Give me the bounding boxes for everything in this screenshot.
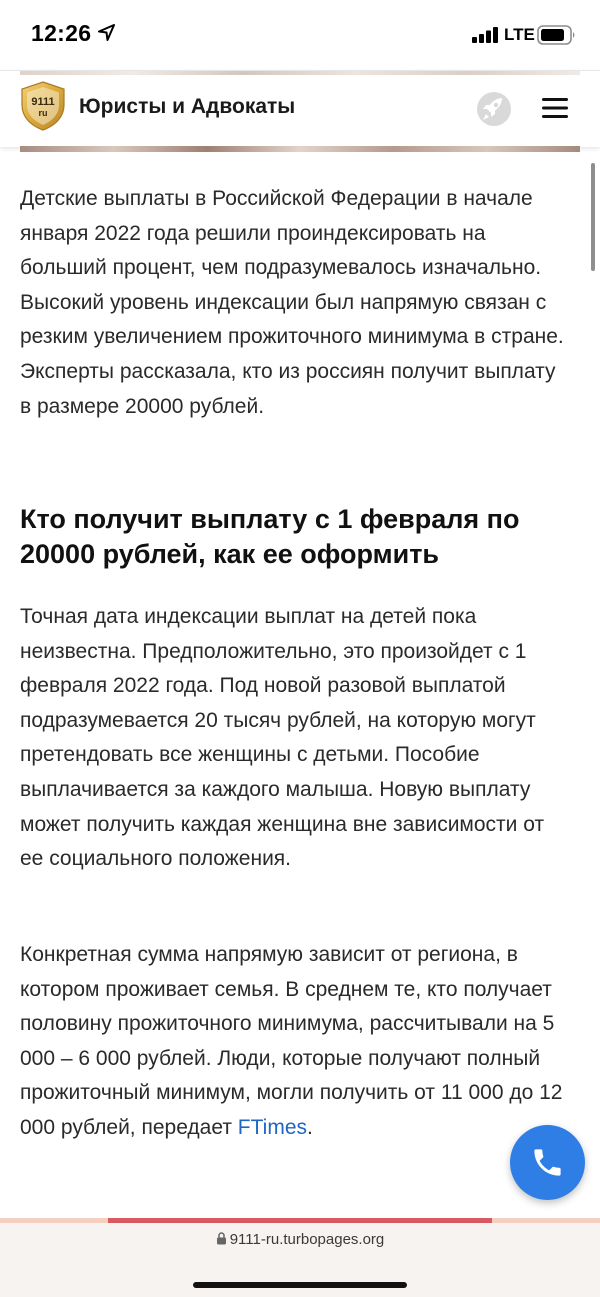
article-paragraph-3 <box>20 938 580 1146</box>
call-button[interactable] <box>510 1125 585 1200</box>
article-heading: Кто получит выплату с 1 февраля по 20000 рублей, как ее оформить <box>20 504 520 569</box>
hero-image-edge <box>20 146 580 152</box>
bottom-accent-strip <box>0 1218 600 1223</box>
site-header <box>0 70 600 147</box>
menu-icon[interactable] <box>542 98 568 123</box>
home-indicator[interactable] <box>193 1282 407 1288</box>
rocket-icon[interactable] <box>474 89 514 134</box>
logo-text-top: 9111 <box>31 96 55 108</box>
article-paragraph-3-end: . <box>307 1115 313 1139</box>
article-paragraph-2: Точная дата индексации выплат на детей пока неизвестна. Предположительно, это произойдет с 1 февраля 2022 года. Под новой разовой выплатой подразумевается 20 тысяч рублей, на которую могут претендовать все женщины с детьми. Пособие выплачивается за каждого малыша. Новую выплату может получить каждая женщина вне зависимости от ее социального положения. <box>20 605 545 871</box>
source-link[interactable]: FTimes <box>237 1115 308 1139</box>
article-paragraph-3-text: Конкретная сумма напрямую зависит от региона, в котором проживает семья. В среднем те, кто получает половину прожиточного минимума, рассчитывали на 5 000 – 6 000 рублей. Люди, которые получают полный прожиточный минимум, могли получить от 11 000 до 12 000 рублей, передает <box>20 943 563 1139</box>
status-time: 12:26 <box>31 20 92 46</box>
browser-bottom-bar <box>0 1218 600 1297</box>
url-text: 9111-ru.turbopages.org <box>229 1231 385 1248</box>
address-bar[interactable] <box>0 1231 600 1249</box>
phone-icon <box>530 1145 565 1180</box>
status-bar <box>0 0 600 70</box>
logo-text-bottom: ru <box>38 108 48 118</box>
lock-icon <box>216 1232 227 1249</box>
page-scrollbar[interactable] <box>591 163 595 271</box>
article-paragraph-1: Детские выплаты в Российской Федерации в начале января 2022 года решили проиндексировать на больший процент, чем подразумевалось изначально. Высокий уровень индексации был напрямую связан с резким увеличением прожиточного минимума в стране. Эксперты рассказала, кто из россиян получит выплату в размере 20000 рублей. <box>20 187 564 418</box>
signal-icon <box>472 27 500 48</box>
battery-icon <box>537 25 577 50</box>
site-logo[interactable] <box>20 81 66 136</box>
site-title[interactable]: Юристы и Адвокаты <box>79 95 296 118</box>
header-banner-strip <box>20 71 580 75</box>
network-type: LTE <box>504 25 535 44</box>
location-arrow-icon <box>98 24 115 46</box>
